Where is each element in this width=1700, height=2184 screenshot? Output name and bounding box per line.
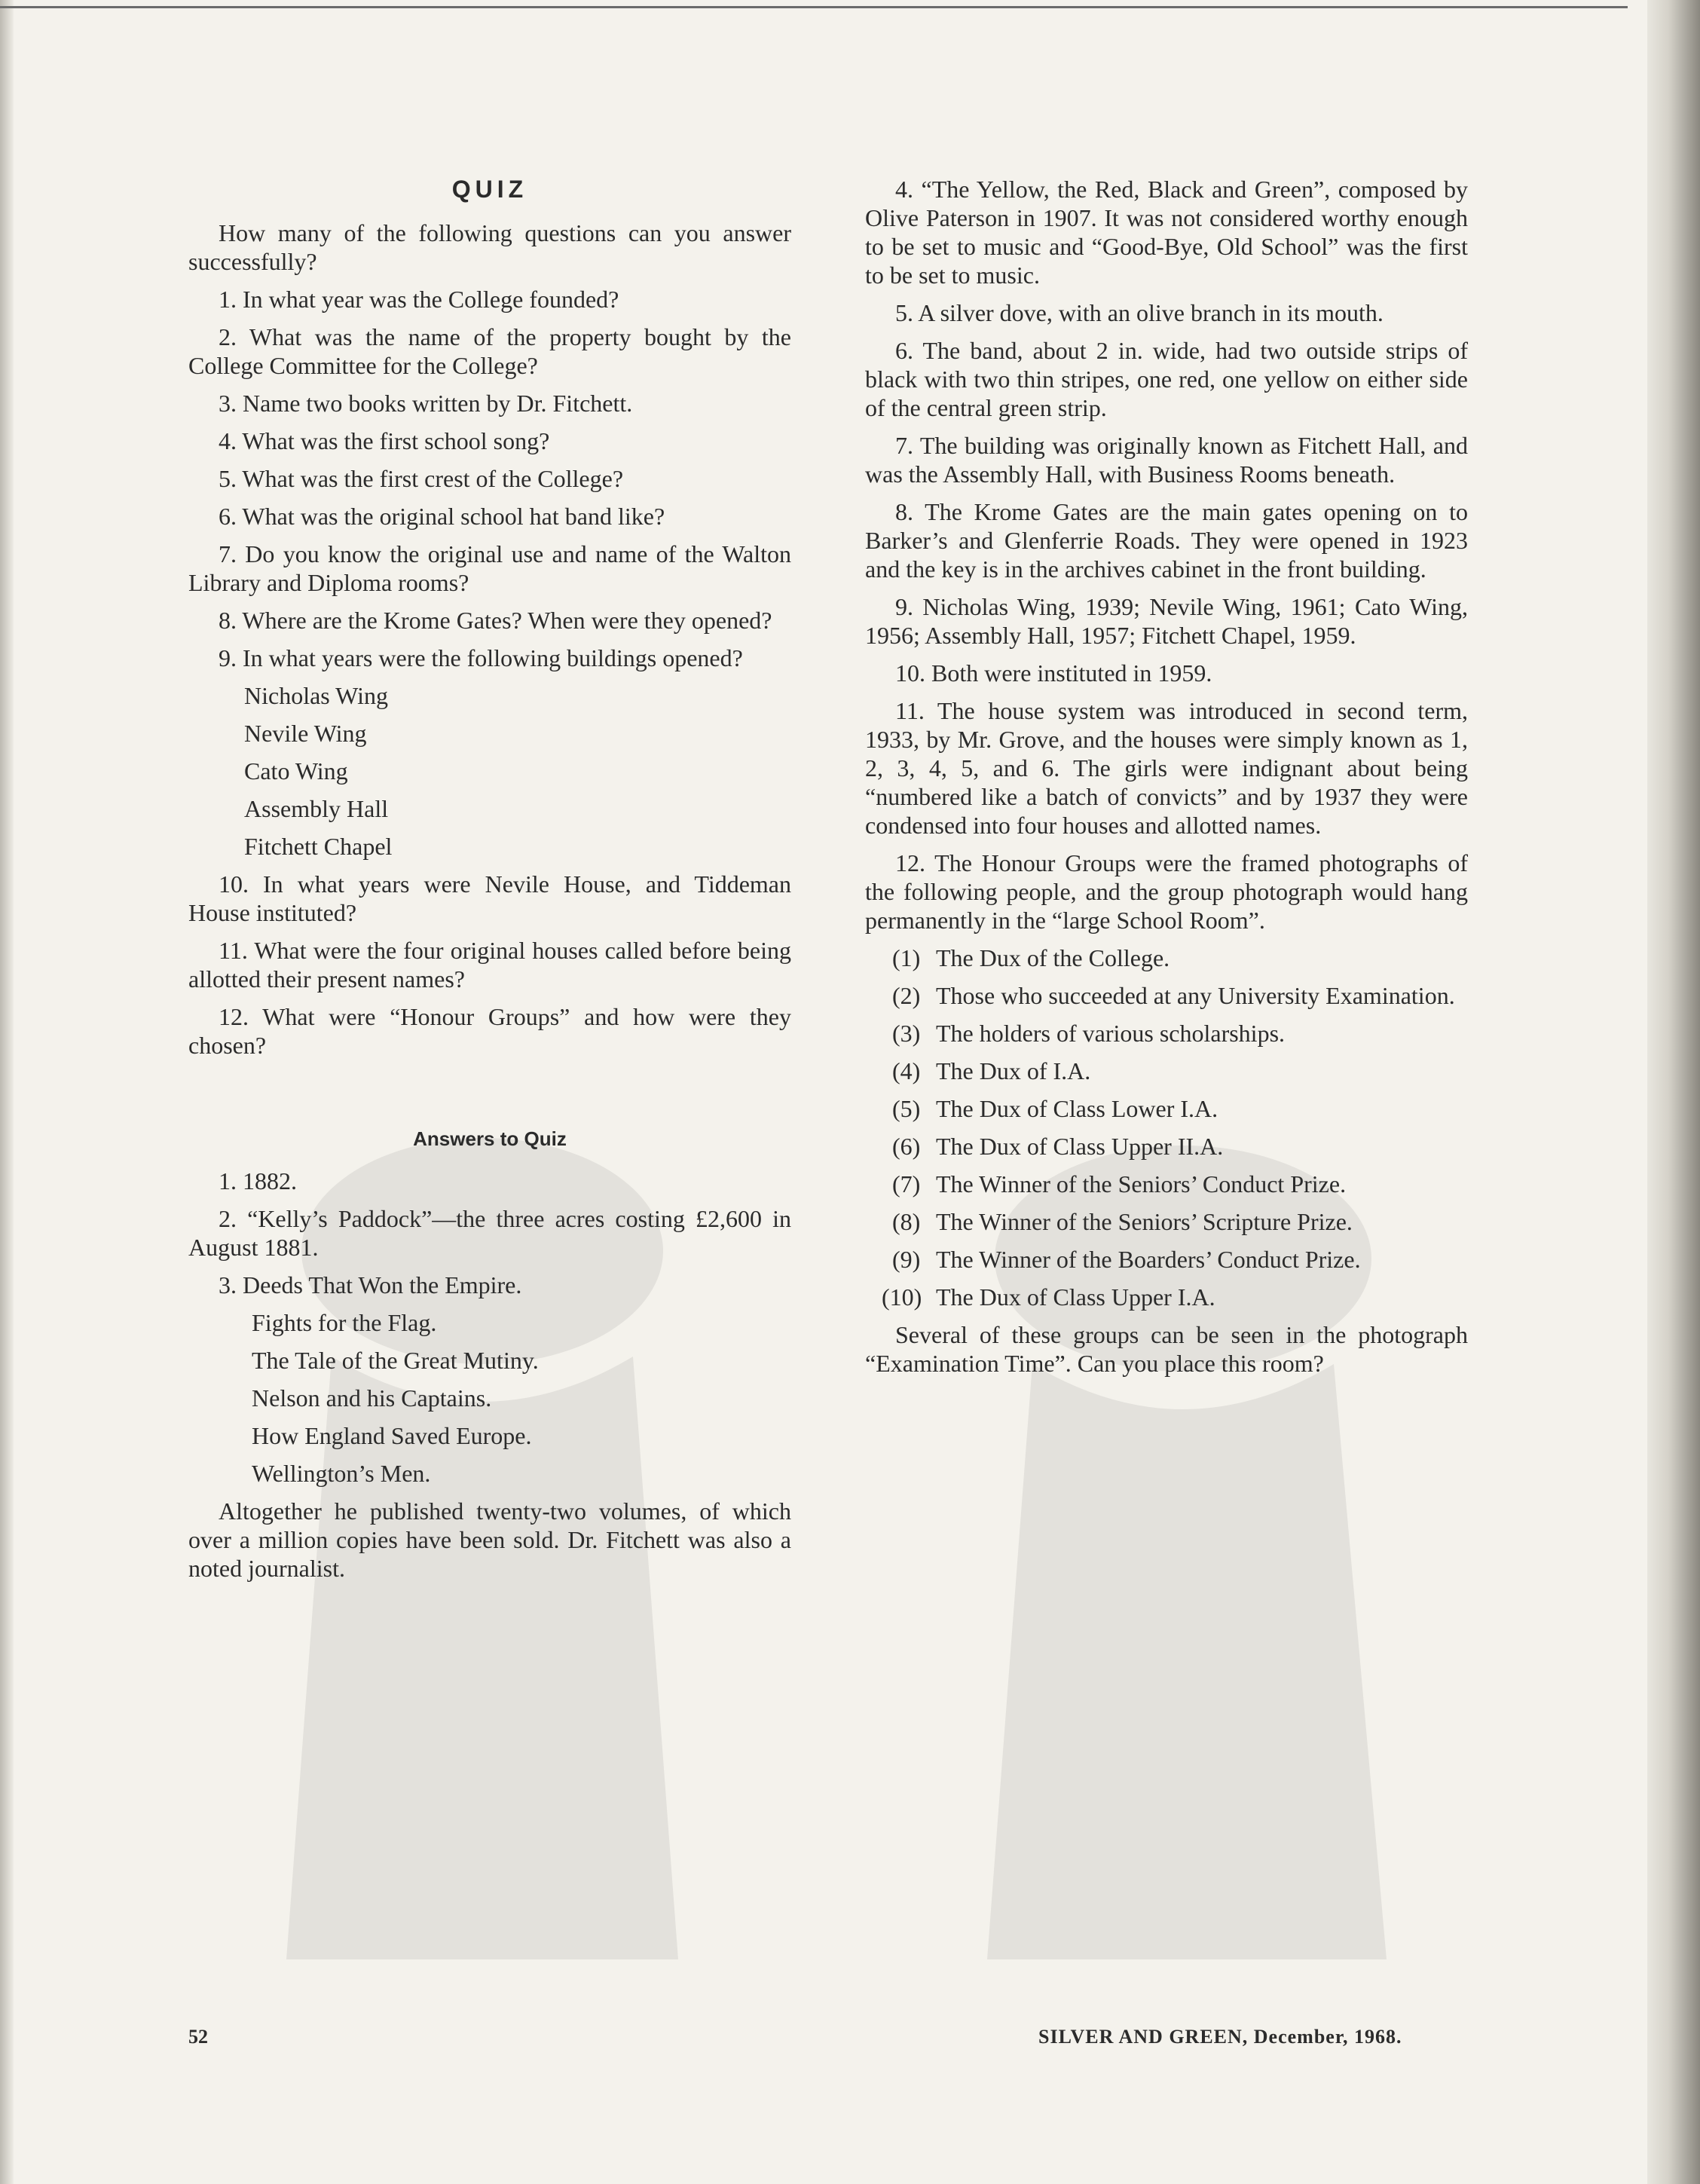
honour-group-text: The Dux of I.A.	[936, 1057, 1091, 1084]
honour-group-text: The Winner of the Boarders’ Conduct Prize.	[936, 1246, 1361, 1273]
honour-group-text: The Dux of Class Lower I.A.	[936, 1095, 1218, 1122]
question: 4. What was the first school song?	[219, 427, 550, 454]
book-title: Nelson and his Captains.	[252, 1384, 492, 1412]
honour-group-number: (10)	[882, 1283, 922, 1311]
answer: 10. Both were instituted in 1959.	[895, 659, 1212, 687]
honour-group-text: Those who succeeded at any University Examination.	[936, 982, 1455, 1009]
answer: 7. The building was originally known as Fitchett Hall, and was the Assembly Hall, with Business Rooms beneath.	[865, 432, 1468, 488]
book-title: Wellington’s Men.	[252, 1460, 431, 1487]
answer: 1. 1882.	[219, 1167, 297, 1194]
honour-group-item	[892, 1094, 1468, 1123]
honour-group-number: (3)	[892, 1020, 921, 1047]
honour-group-text: The holders of various scholarships.	[936, 1020, 1286, 1047]
answer: 12. The Honour Groups were the framed photographs of the following people, and the group photograph would hang permanently in the “large School Room”.	[865, 849, 1468, 934]
question: 2. What was the name of the property bought by the College Committee for the College?	[188, 323, 791, 379]
honour-group-number: (5)	[892, 1095, 921, 1122]
honour-group-number: (7)	[892, 1170, 921, 1198]
honour-group-number: (8)	[892, 1208, 921, 1235]
answer: 9. Nicholas Wing, 1939; Nevile Wing, 1961; Cato Wing, 1956; Assembly Hall, 1957; Fitchett Chapel, 1959.	[865, 593, 1468, 649]
question: 7. Do you know the original use and name of the Walton Library and Diploma rooms?	[188, 540, 791, 596]
left-column	[188, 166, 791, 1592]
building-item: Nicholas Wing	[244, 682, 388, 709]
question: 5. What was the first crest of the College?	[219, 465, 624, 492]
question: 1. In what year was the College founded?	[219, 286, 619, 313]
question: 6. What was the original school hat band like?	[219, 503, 665, 530]
closing-paragraph: Several of these groups can be seen in the photograph “Examination Time”. Can you place this room?	[865, 1321, 1468, 1377]
honour-group-item	[892, 981, 1468, 1010]
question: 11. What were the four original houses called before being allotted their present names?	[188, 937, 791, 993]
honour-group-text: The Winner of the Seniors’ Conduct Prize.	[936, 1170, 1347, 1198]
building-item: Assembly Hall	[244, 795, 389, 822]
page-right-edge	[1647, 0, 1700, 2184]
honour-group-number: (6)	[892, 1133, 921, 1160]
building-item: Fitchett Chapel	[244, 833, 393, 860]
page-binding-edge	[0, 0, 14, 2184]
book-title: How England Saved Europe.	[252, 1422, 532, 1449]
honour-group-number: (4)	[892, 1057, 921, 1084]
honour-group-item	[892, 1019, 1468, 1048]
honour-group-item	[892, 1170, 1468, 1198]
building-item: Cato Wing	[244, 757, 348, 785]
answer: 2. “Kelly’s Paddock”—the three acres costing £2,600 in August 1881.	[188, 1205, 791, 1261]
honour-group-number: (9)	[892, 1246, 921, 1273]
question: 12. What were “Honour Groups” and how were they chosen?	[188, 1003, 791, 1059]
answer: 6. The band, about 2 in. wide, had two outside strips of black with two thin stripes, one red, one yellow on either side of the central green strip.	[865, 337, 1468, 421]
honour-group-item	[892, 944, 1468, 972]
publication-footer: SILVER AND GREEN, December, 1968.	[1038, 2026, 1402, 2048]
answers-title: Answers to Quiz	[413, 1127, 567, 1150]
right-column	[865, 175, 1468, 1387]
honour-group-item	[892, 1207, 1468, 1236]
answer: 4. “The Yellow, the Red, Black and Green”, composed by Olive Paterson in 1907. It was not considered worthy enough to be set to music and “Good-Bye, Old School” was the first to be set to music.	[865, 176, 1468, 289]
honour-group-text: The Dux of Class Upper I.A.	[936, 1283, 1215, 1311]
question: 9. In what years were the following buildings opened?	[219, 644, 743, 671]
honour-group-item	[882, 1283, 1468, 1311]
honour-group-number: (2)	[892, 982, 921, 1009]
quiz-intro: How many of the following questions can you answer successfully?	[188, 219, 791, 275]
honour-group-text: The Dux of the College.	[936, 944, 1170, 971]
answer-note: Altogether he published twenty-two volumes, of which over a million copies have been sold. Dr. Fitchett was also a noted journalist.	[188, 1497, 791, 1582]
answer: 11. The house system was introduced in second term, 1933, by Mr. Grove, and the houses were simply known as 1, 2, 3, 4, 5, and 6. The girls were indignant about being “numbered like a batch of convicts” and by 1937 they were condensed into four houses and allotted names.	[865, 697, 1468, 839]
question: 8. Where are the Krome Gates? When were they opened?	[219, 607, 772, 634]
honour-group-text: The Winner of the Seniors’ Scripture Prize.	[936, 1208, 1353, 1235]
quiz-title: QUIZ	[451, 176, 528, 203]
honour-group-item	[892, 1132, 1468, 1161]
honour-group-item	[892, 1245, 1468, 1274]
answer: 8. The Krome Gates are the main gates opening on to Barker’s and Glenferrie Roads. They were opened in 1923 and the key is in the archives cabinet in the front building.	[865, 498, 1468, 583]
honour-group-number: (1)	[892, 944, 921, 971]
book-title: Fights for the Flag.	[252, 1309, 437, 1336]
question: 3. Name two books written by Dr. Fitchett.	[219, 390, 633, 417]
question: 10. In what years were Nevile House, and Tiddeman House instituted?	[188, 870, 791, 926]
top-rule	[0, 6, 1628, 8]
page-number: 52	[188, 2026, 208, 2048]
building-item: Nevile Wing	[244, 720, 367, 747]
answer: 5. A silver dove, with an olive branch in its mouth.	[895, 299, 1384, 326]
honour-group-text: The Dux of Class Upper II.A.	[936, 1133, 1224, 1160]
book-title: The Tale of the Great Mutiny.	[252, 1347, 539, 1374]
honour-group-item	[892, 1057, 1468, 1085]
answer: 3. Deeds That Won the Empire.	[219, 1271, 522, 1298]
